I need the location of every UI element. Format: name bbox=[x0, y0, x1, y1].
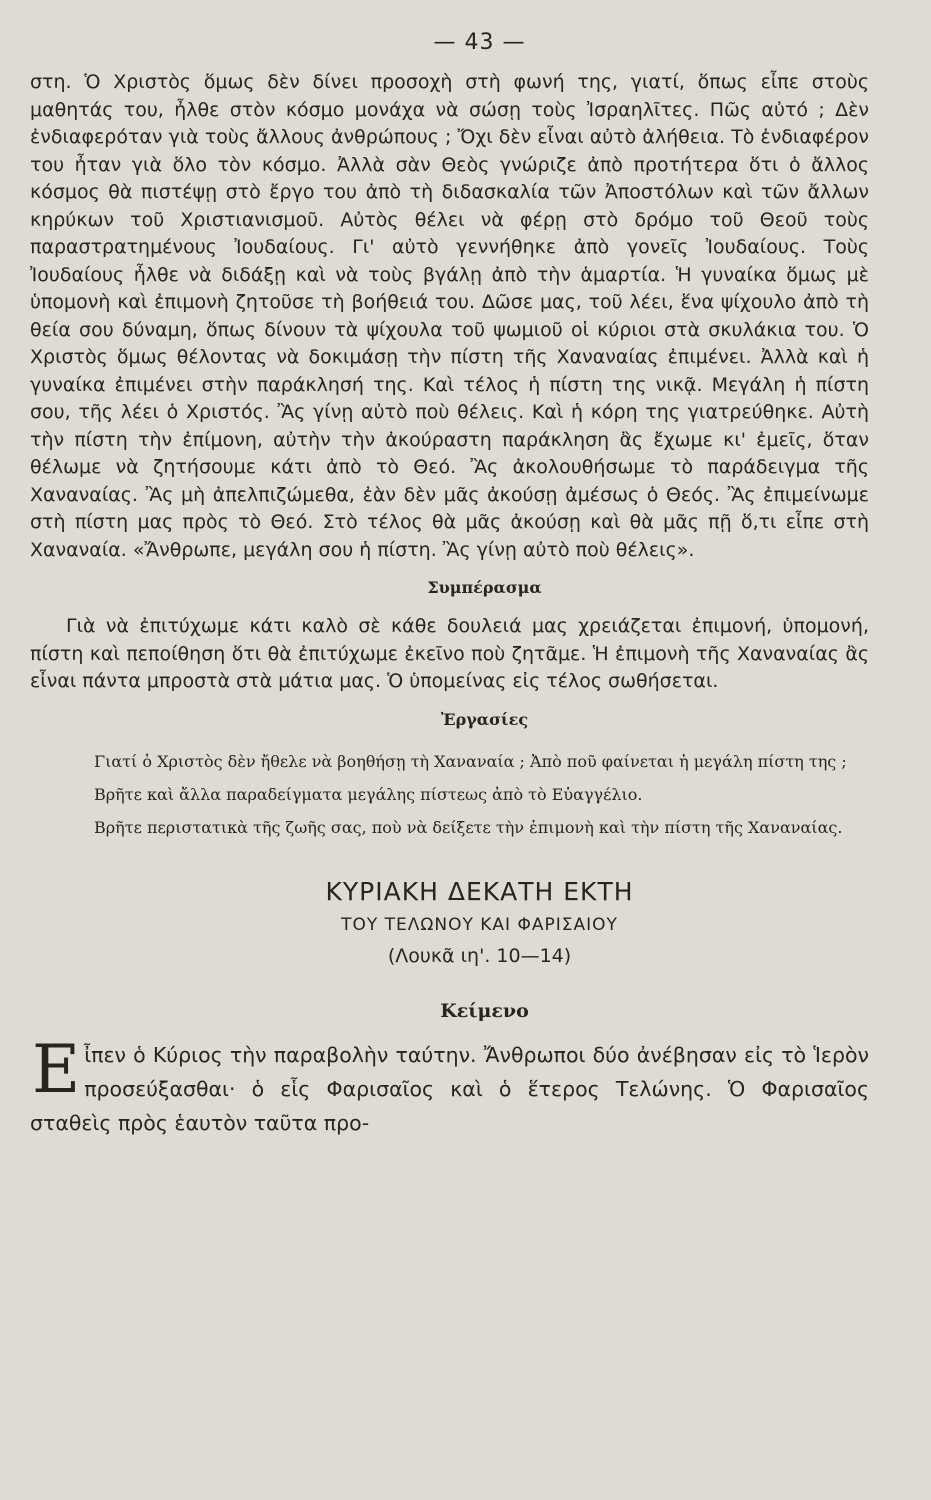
paragraph: στη. Ὁ Χριστὸς ὅμως δὲν δίνει προσοχὴ στὴ φωνή της, γιατί, ὅπως εἶπε στοὺς μαθητάς του, ἦλθε στὸν κόσμο μονάχα νὰ σώσῃ τοὺς Ἰσραηλῖτες. Πῶς αὐτό ; Δὲν ἐνδιαφερόταν γιὰ τοὺς ἄλλους ἀνθρώπους ; Ὄχι δὲν εἶναι αὐτὸ ἀλήθεια. Τὸ ἐνδιαφέρον του ἦταν γιὰ ὅλο τὸν κόσμο. Ἀλλὰ σὰν Θεὸς γνώριζε ἀπὸ προτήτερα ὅτι ὁ ἄλλος κόσμος θὰ πιστέψῃ στὸ ἔργο του ἀπὸ τὴ διδασκαλία τῶν Ἀποστόλων καὶ τῶν ἄλλων κηρύκων τοῦ Χριστιανισμοῦ. Αὐτὸς θέλει νὰ φέρῃ στὸ δρόμο τοῦ Θεοῦ τοὺς παραστρατημένους Ἰουδαίους. Γι' αὐτὸ γεννήθηκε ἀπὸ γονεῖς Ἰουδαίους. Τοὺς Ἰουδαίους ἦλθε νὰ διδάξῃ καὶ νὰ τοὺς βγάλῃ ἀπὸ τὴν ἁμαρτία. Ἡ γυναίκα ὅμως μὲ ὑπομονὴ καὶ ἐπιμονὴ ζητοῦσε τὴ βοήθειά του. Δῶσε μας, τοῦ λέει, ἕνα ψίχουλο ἀπὸ τὴ θεία σου δύναμη, ὅπως δίνουν τὰ ψίχουλα τοῦ ψωμιοῦ οἱ κύριοι στὰ σκυλάκια του. Ὁ Χριστὸς ὅμως θέλοντας νὰ δοκιμάσῃ τὴν πίστη τῆς Χαναναίας ἐπιμένει. Ἀλλὰ καὶ ἡ γυναίκα ἐπιμένει στὴν παράκλησή της. Καὶ τέλος ἡ πίστη της νικᾷ. Μεγάλη ἡ πίστη σου, τῆς λέει ὁ Χριστός. Ἂς γίνῃ αὐτὸ ποὺ θέλεις. Καὶ ἡ κόρη της γιατρεύθηκε. Αὐτὴ τὴν πίστη τὴν ἐπίμονη, αὐτὴν τὴν ἀκούραστη παράκληση ἂς ἔχωμε κι' ἐμεῖς, ὅταν θέλωμε νὰ ζητήσουμε κάτι ἀπὸ τὸ Θεό. Ἂς ἀκολουθήσωμε τὸ παράδειγμα τῆς Χαναναίας. Ἂς μὴ ἀπελπιζώμεθα, ἐὰν δὲν μᾶς ἀκούσῃ ἀμέσως ὁ Θεός. Ἂς ἐπιμείνωμε στὴ πίστη μας πρὸς τὸ Θεό. Στὸ τέλος θὰ μᾶς ἀκούσῃ καὶ θὰ μᾶς πῇ ὅ,τι εἶπε στὴ Χαναναία. «Ἄνθρωπε, μεγάλη σου ἡ πίστη. Ἂς γίνῃ αὐτὸ ποὺ θέλεις». bbox=[30, 71, 869, 561]
gospel-text bbox=[30, 1030, 869, 1140]
exercise-item: Βρῆτε περιστατικὰ τῆς ζωῆς σας, ποὺ νὰ δείξετε τὴν ἐπιμονὴ καὶ τὴν πίστη τῆς Χαναναίας. bbox=[94, 817, 843, 837]
gospel-body: ἶπεν ὁ Κύριος τὴν παραβολὴν ταύτην. Ἄνθρωποι δύο ἀνέβησαν εἰς τὸ Ἱερὸν προσεύξασθαι· ὁ εἷς Φαρισαῖος καὶ ὁ ἕτερος Τελώνης. Ὁ Φαρισαῖος σταθεὶς πρὸς ἑαυτὸν ταῦτα προ- bbox=[30, 1042, 869, 1135]
text-heading: Κείμενο bbox=[440, 999, 529, 1022]
exercises-heading: Ἐργασίες bbox=[440, 709, 529, 729]
conclusion-paragraph: Γιὰ νὰ ἐπιτύχωμε κάτι καλὸ σὲ κάθε δουλειά μας χρειάζεται ἐπιμονή, ὑπομονή, πίστη καὶ πεποίθηση ὅτι θὰ ἐπιτύχωμε ἐκεῖνο ποὺ ζητᾶμε. Ἡ ἐπιμονὴ τῆς Χαναναίας ἂς εἶναι πάντα μπροστὰ στὰ μάτια μας. Ὁ ὑπομείνας εἰς τέλος σωθήσεται. bbox=[30, 615, 869, 692]
sunday-subtitle: ΤΟΥ ΤΕΛΩΝΟΥ ΚΑΙ ΦΑΡΙΣΑΙΟΥ bbox=[341, 914, 618, 935]
scripture-reference: (Λουκᾶ ιη'. 10—14) bbox=[387, 944, 572, 967]
conclusion-heading: Συμπέρασμα bbox=[427, 578, 542, 597]
main-text bbox=[30, 69, 869, 564]
sunday-title: ΚΥΡΙΑΚΗ ΔΕΚΑΤΗ ΕΚΤΗ bbox=[325, 876, 634, 906]
exercises-list bbox=[30, 745, 869, 844]
drop-cap: Ε bbox=[32, 1030, 81, 1108]
exercise-item: Γιατί ὁ Χριστὸς δὲν ἤθελε νὰ βοηθήσῃ τὴ Χαναναία ; Ἀπὸ ποῦ φαίνεται ἡ μεγάλη πίστη της ; bbox=[94, 751, 847, 771]
exercise-item: Βρῆτε καὶ ἄλλα παραδείγματα μεγάλης πίστεως ἀπὸ τὸ Εὐαγγέλιο. bbox=[94, 784, 643, 804]
conclusion-text-block bbox=[30, 613, 869, 696]
sunday-title-block bbox=[30, 874, 869, 972]
page-number: — 43 — bbox=[433, 30, 526, 55]
